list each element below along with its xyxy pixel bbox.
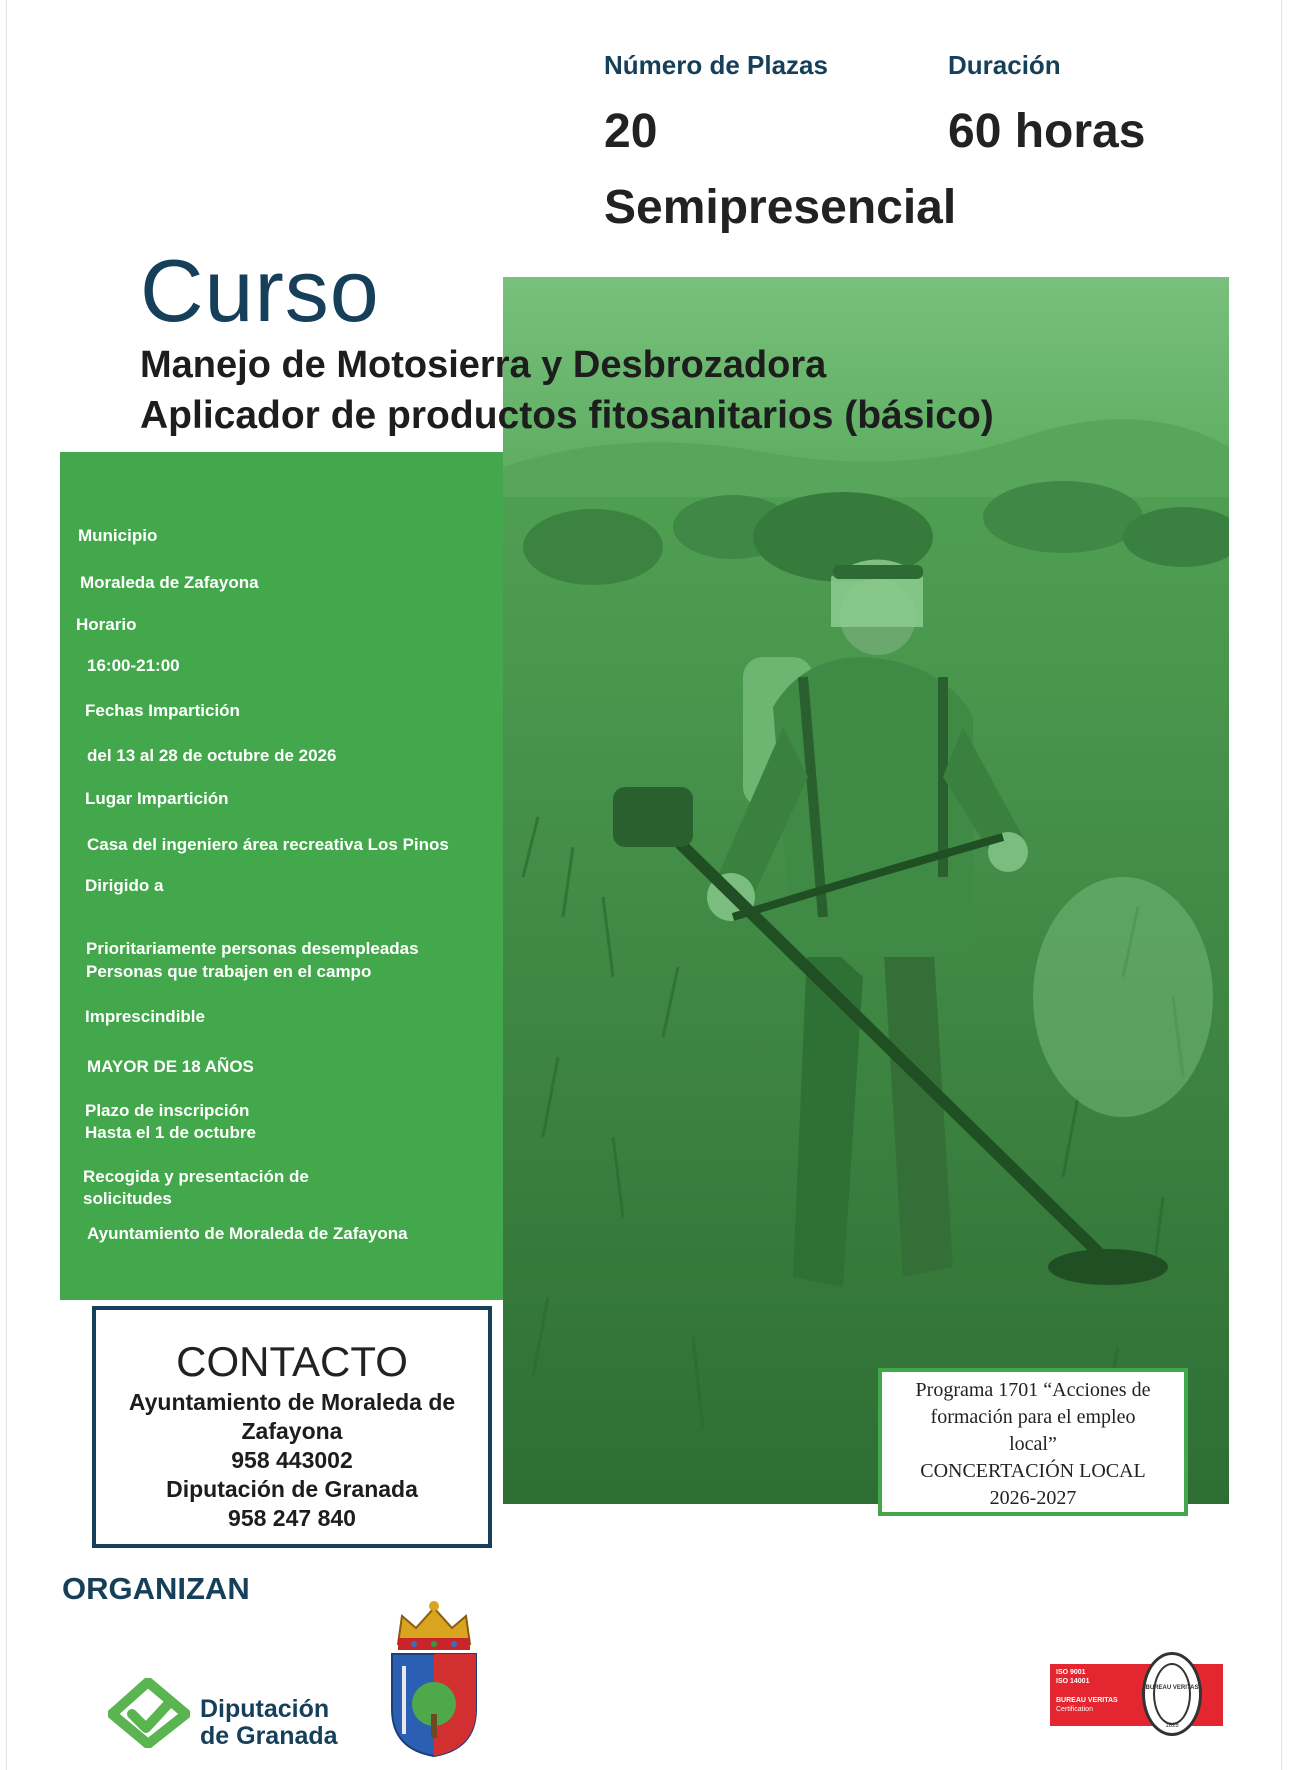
brushcutter-worker-illustration bbox=[503, 277, 1229, 1504]
duracion-value: 60 horas bbox=[948, 105, 1146, 158]
course-title-line1: Manejo de Motosierra y Desbrozadora bbox=[140, 344, 827, 386]
plazas-label: Número de Plazas bbox=[604, 50, 828, 80]
bv-name: BUREAU VERITAS bbox=[1056, 1697, 1118, 1704]
bv-iso1: ISO 9001 bbox=[1056, 1669, 1086, 1676]
contact-title: CONTACTO bbox=[176, 1338, 408, 1385]
bv-cert: Certification bbox=[1056, 1706, 1093, 1713]
bv-iso2: ISO 14001 bbox=[1056, 1678, 1090, 1685]
contact-org1-line2: Zafayona bbox=[241, 1418, 343, 1444]
program-line1: Programa 1701 “Acciones de bbox=[915, 1379, 1151, 1401]
dirigido-value-1: Prioritariamente personas desempleadas bbox=[86, 939, 419, 958]
horario-label: Horario bbox=[76, 615, 137, 634]
program-line5: 2026-2027 bbox=[989, 1487, 1077, 1509]
contact-org1-line1: Ayuntamiento de Moraleda de bbox=[128, 1389, 456, 1415]
bv-ring-text: BUREAU VERITAS bbox=[1145, 1685, 1199, 1691]
course-heading: Curso bbox=[140, 241, 380, 340]
plazas-value: 20 bbox=[604, 105, 658, 158]
imprescindible-label: Imprescindible bbox=[85, 1007, 205, 1026]
imprescindible-value: MAYOR DE 18 AÑOS bbox=[87, 1057, 254, 1076]
recogida-value: Ayuntamiento de Moraleda de Zafayona bbox=[87, 1224, 408, 1243]
diputacion-line2: de Granada bbox=[200, 1722, 338, 1750]
modalidad-value: Semipresencial bbox=[604, 181, 957, 234]
contact-phone1: 958 443002 bbox=[231, 1447, 353, 1473]
diputacion-logo-text bbox=[200, 1696, 338, 1750]
worker-photo bbox=[503, 277, 1229, 1504]
recogida-label-2: solicitudes bbox=[83, 1189, 172, 1208]
bv-seal-icon bbox=[1142, 1652, 1202, 1736]
dirigido-value-2: Personas que trabajen en el campo bbox=[86, 962, 372, 981]
program-line2: formación para el empleo bbox=[930, 1406, 1136, 1428]
municipio-value: Moraleda de Zafayona bbox=[80, 573, 259, 592]
bv-year: 1828 bbox=[1165, 1723, 1179, 1729]
dirigido-label: Dirigido a bbox=[85, 876, 164, 895]
plazo-label: Plazo de inscripción bbox=[85, 1101, 250, 1120]
duracion-label: Duración bbox=[948, 50, 1061, 80]
recogida-label-1: Recogida y presentación de bbox=[83, 1167, 309, 1186]
bv-seal-inner bbox=[1153, 1663, 1191, 1725]
plazo-value: Hasta el 1 de octubre bbox=[85, 1123, 257, 1142]
contact-org2: Diputación de Granada bbox=[166, 1476, 418, 1502]
lugar-label: Lugar Impartición bbox=[85, 789, 229, 808]
program-line3: local” bbox=[1009, 1433, 1057, 1455]
contact-box bbox=[92, 1306, 492, 1548]
bureau-veritas-logo bbox=[1050, 1652, 1223, 1746]
moraleda-coat-of-arms-icon bbox=[384, 1594, 484, 1759]
diputacion-line1: Diputación bbox=[200, 1695, 330, 1723]
program-box bbox=[878, 1368, 1188, 1516]
diputacion-logo-icon bbox=[108, 1678, 190, 1748]
fechas-value: del 13 al 28 de octubre de 2026 bbox=[87, 746, 337, 765]
fechas-label: Fechas Impartición bbox=[85, 701, 240, 720]
program-line4: CONCERTACIÓN LOCAL bbox=[920, 1460, 1146, 1482]
horario-value: 16:00-21:00 bbox=[87, 656, 180, 675]
municipio-label: Municipio bbox=[78, 526, 158, 545]
lugar-value: Casa del ingeniero área recreativa Los Pinos bbox=[87, 835, 449, 854]
contact-phone2: 958 247 840 bbox=[228, 1505, 356, 1531]
organizan-heading: ORGANIZAN bbox=[62, 1571, 250, 1606]
course-title-line2: Aplicador de productos fitosanitarios (básico) bbox=[140, 394, 994, 437]
